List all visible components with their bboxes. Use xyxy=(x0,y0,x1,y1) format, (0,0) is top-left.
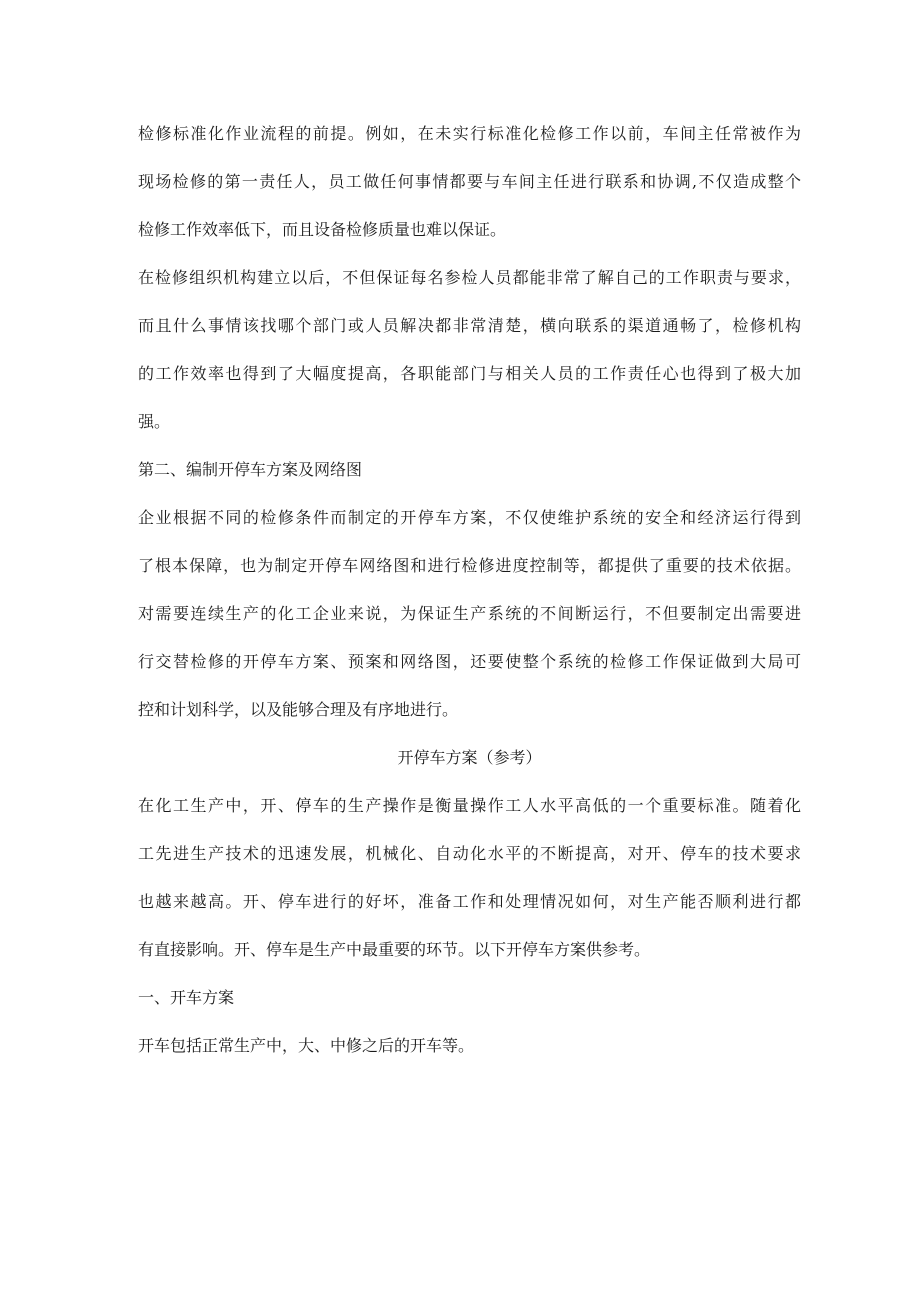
document-body xyxy=(138,110,801,1070)
text-line: 对需要连续生产的化工企业来说，为保证生产系统的不间断运行，不但要制定出需要进 xyxy=(138,604,801,623)
text-line: 也越来越高。开、停车进行的好坏，准备工作和处理情况如何，对生产能否顺利进行都 xyxy=(138,892,801,911)
section-heading xyxy=(138,446,801,494)
centered-title xyxy=(138,734,801,782)
text-line: 控和计划科学，以及能够合理及有序地进行。 xyxy=(138,700,459,719)
text-line: 的工作效率也得到了大幅度提高，各职能部门与相关人员的工作责任心也得到了极大加 xyxy=(138,364,801,383)
text-line: 了根本保障，也为制定开停车网络图和进行检修进度控制等，都提供了重要的技术依据。 xyxy=(138,556,801,575)
text-line: 开车包括正常生产中，大、中修之后的开车等。 xyxy=(138,1036,475,1055)
text-line: 行交替检修的开停车方案、预案和网络图，还要使整个系统的检修工作保证做到大局可 xyxy=(138,652,801,671)
text-line: 在化工生产中，开、停车的生产操作是衡量操作工人水平高低的一个重要标准。随着化 xyxy=(138,796,801,815)
paragraph xyxy=(138,1022,801,1070)
text-line: 工先进生产技术的迅速发展，机械化、自动化水平的不断提高，对开、停车的技术要求 xyxy=(138,844,801,863)
section-heading-text: 一、开车方案 xyxy=(138,988,235,1007)
text-line: 检修工作效率低下，而且设备检修质量也难以保证。 xyxy=(138,220,507,239)
centered-title-text: 开停车方案（参考） xyxy=(397,748,542,767)
text-line: 在检修组织机构建立以后，不但保证每名参检人员都能非常了解自己的工作职责与要求， xyxy=(138,268,801,287)
text-line: 有直接影响。开、停车是生产中最重要的环节。以下开停车方案供参考。 xyxy=(138,940,651,959)
paragraph xyxy=(138,254,801,446)
section-heading-text: 第二、编制开停车方案及网络图 xyxy=(138,460,363,479)
paragraph xyxy=(138,782,801,974)
text-line: 现场检修的第一责任人，员工做任何事情都要与车间主任进行联系和协调,不仅造成整个 xyxy=(138,172,801,191)
text-line: 企业根据不同的检修条件而制定的开停车方案，不仅使维护系统的安全和经济运行得到 xyxy=(138,508,801,527)
paragraph xyxy=(138,494,801,734)
text-line: 而且什么事情该找哪个部门或人员解决都非常清楚，横向联系的渠道通畅了，检修机构 xyxy=(138,316,801,335)
section-heading xyxy=(138,974,801,1022)
text-line: 检修标准化作业流程的前提。例如，在未实行标准化检修工作以前，车间主任常被作为 xyxy=(138,124,801,143)
text-line: 强。 xyxy=(138,412,171,431)
paragraph xyxy=(138,110,801,254)
